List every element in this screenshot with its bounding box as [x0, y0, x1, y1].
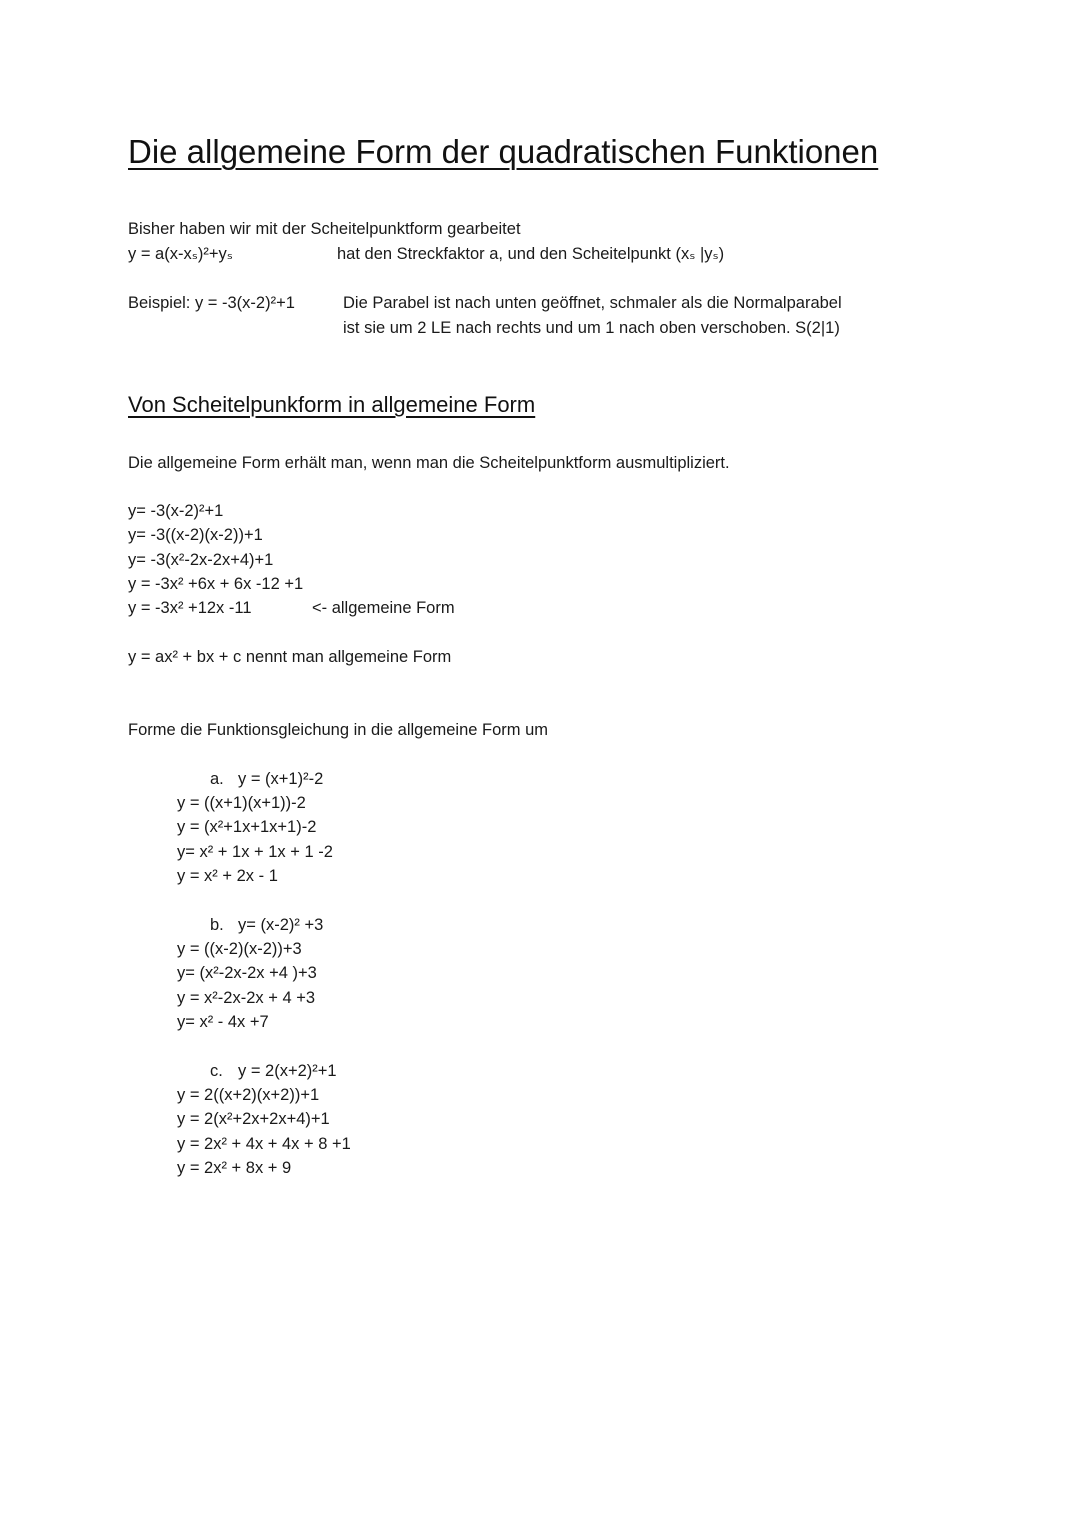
section-heading: Von Scheitelpunkform in allgemeine Form	[128, 392, 536, 417]
exercise-c-step: y = 2(x²+2x+2x+4)+1	[177, 1110, 330, 1128]
page-title: Die allgemeine Form der quadratischen Funktionen	[128, 133, 879, 170]
exercise-a-start	[210, 768, 323, 790]
exercise-b-step: y = x²-2x-2x + 4 +3	[177, 989, 316, 1007]
vertex-form-description: hat den Streckfaktor a, und den Scheitelpunkt (xₛ |yₛ)	[337, 245, 725, 263]
example-description-line2: ist sie um 2 LE nach rechts und um 1 nach oben verschoben. S(2|1)	[343, 319, 840, 337]
exercise-c-step: y = 2((x+2)(x+2))+1	[177, 1086, 320, 1104]
exercise-b-equation: y= (x-2)² +3	[238, 916, 324, 934]
exercise-b-step: y= (x²-2x-2x +4 )+3	[177, 964, 317, 982]
conversion-step: y= -3((x-2)(x-2))+1	[128, 526, 263, 544]
general-form-marker: <- allgemeine Form	[312, 599, 455, 617]
general-form-definition: y = ax² + bx + c nennt man allgemeine Form	[128, 648, 452, 666]
exercise-a-step: y = (x²+1x+1x+1)-2	[177, 818, 317, 836]
exercise-a-step: y= x² + 1x + 1x + 1 -2	[177, 843, 333, 861]
exercise-b-step: y = ((x-2)(x-2))+3	[177, 940, 302, 958]
conversion-step: y = -3x² +12x -11	[128, 599, 252, 617]
conversion-step: y = -3x² +6x + 6x -12 +1	[128, 575, 304, 593]
exercise-c-label: c.	[210, 1062, 223, 1080]
exercise-c-step: y = 2x² + 4x + 4x + 8 +1	[177, 1135, 351, 1153]
exercise-b-label: b.	[210, 916, 224, 934]
exercise-c-equation: y = 2(x+2)²+1	[238, 1062, 337, 1080]
vertex-form-formula: y = a(x-xₛ)²+yₛ	[128, 245, 233, 263]
conversion-step: y= -3(x²-2x-2x+4)+1	[128, 551, 274, 569]
example-description-line1: Die Parabel ist nach unten geöffnet, schmaler als die Normalparabel	[343, 294, 842, 312]
exercise-a-equation: y = (x+1)²-2	[238, 770, 324, 788]
intro-text: Bisher haben wir mit der Scheitelpunktform gearbeitet	[128, 220, 521, 238]
example-equation: Beispiel: y = -3(x-2)²+1	[128, 294, 295, 312]
exercise-instruction: Forme die Funktionsgleichung in die allgemeine Form um	[128, 721, 549, 739]
exercise-b-step: y= x² - 4x +7	[177, 1013, 269, 1031]
exercise-b-start	[210, 914, 323, 936]
conversion-step: y= -3(x-2)²+1	[128, 502, 224, 520]
section-explanation: Die allgemeine Form erhält man, wenn man die Scheitelpunktform ausmultipliziert.	[128, 454, 730, 472]
exercise-a-step: y = x² + 2x - 1	[177, 867, 278, 885]
exercise-a-label: a.	[210, 770, 224, 788]
exercise-c-start	[210, 1060, 337, 1082]
exercise-a-step: y = ((x+1)(x+1))-2	[177, 794, 306, 812]
exercise-c-step: y = 2x² + 8x + 9	[177, 1159, 292, 1177]
